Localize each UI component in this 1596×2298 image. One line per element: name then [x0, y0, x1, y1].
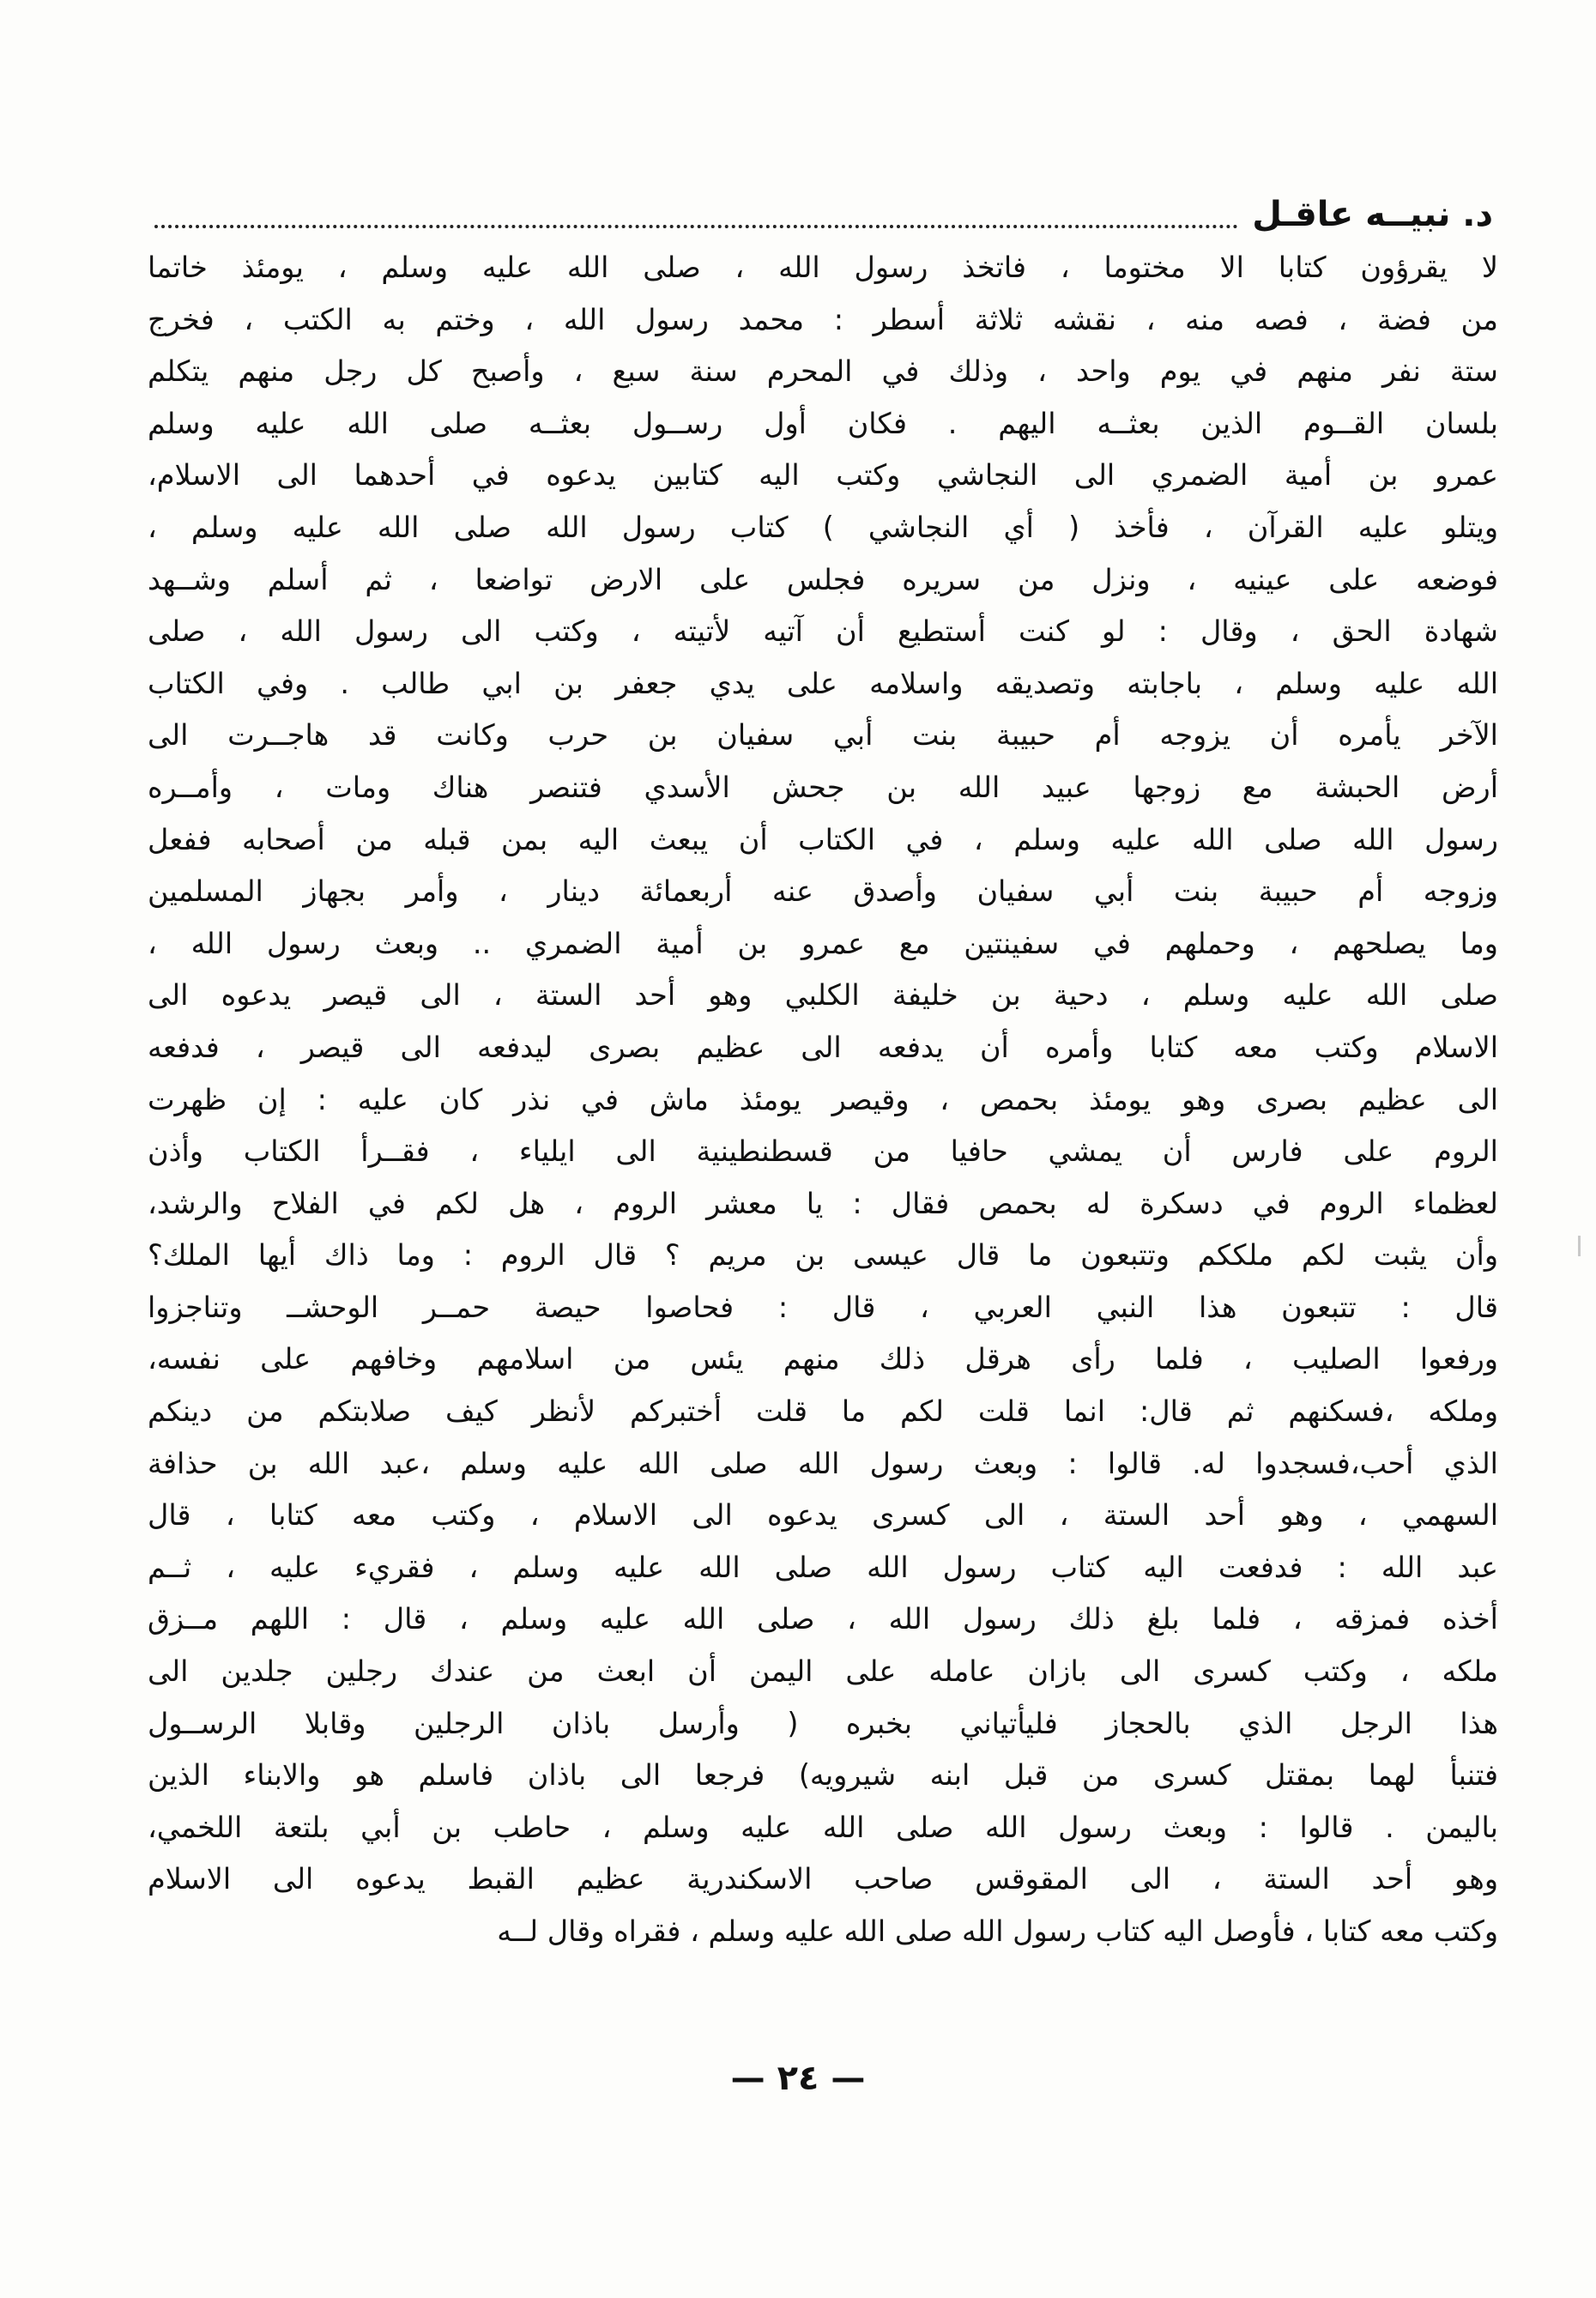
text-line: وملكه ،فسكنهم ثم قال: انما قلت لكم ما قلت أختبركم لأنظر كيف صلابتكم من دينكم: [148, 1394, 1498, 1429]
text-line: فوضعه على عينيه ، ونزل من سريره فجلس على الارض تواضعا ، ثم أسلم وشــهد: [148, 562, 1498, 596]
text-line: هذا الرجل الذي بالحجاز فليأتياني بخبره ( وأرسل باذان الرجلين وقابلا الرســول: [148, 1706, 1498, 1740]
text-line: ويتلو عليه القرآن ، فأخذ ( أي النجاشي ) كتاب رسول الله صلى الله عليه وسلم ،: [148, 510, 1498, 544]
text-line: بلسان القــوم الذين بعثــه اليهم . فكان أول رســول بعثــه صلى الله عليه وسلم: [148, 406, 1498, 440]
text-line: أرض الحبشة مع زوجها عبيد الله بن جحش الأسدي فتنصر هناك ومات ، وأمــره: [148, 770, 1498, 804]
text-line: فتنبأ لهما بمقتل كسرى من قبل ابنه شيرويه) فرجعا الى باذان فاسلم هو والابناء الذين: [148, 1758, 1498, 1793]
text-line: وهو أحد الستة ، الى المقوقس صاحب الاسكندرية عظيم القبط يدعوه الى الاسلام: [148, 1862, 1498, 1896]
text-line: باليمن . قالوا : وبعث رسول الله صلى الله عليه وسلم ، حاطب بن أبي بلتعة اللخمي،: [148, 1810, 1498, 1844]
text-line: وما يصلحهم ، وحملهم في سفينتين مع عمرو بن أمية الضمري .. وبعث رسول الله ،: [148, 926, 1498, 960]
dotted-leader: [154, 225, 1238, 228]
text-line: وكتب معه كتابا ، فأوصل اليه كتاب رسول الله صلى الله عليه وسلم ، فقراه وقال لــه: [497, 1914, 1498, 1948]
margin-mark: [1578, 1236, 1581, 1256]
text-line: الله عليه وسلم ، باجابته وتصديقه واسلامه على يدي جعفر بن ابي طالب . وفي الكتاب: [148, 666, 1498, 700]
text-line: أخذه فمزقه ، فلما بلغ ذلك رسول الله ، صلى الله عليه وسلم ، قال : اللهم مــزق: [148, 1602, 1498, 1636]
text-line: الذي أحب،فسجدوا له. قالوا : وبعث رسول الله صلى الله عليه وسلم ،عبد الله بن حذافة: [148, 1446, 1498, 1480]
text-line: الروم على فارس أن يمشي حافيا من قسطنطينية الى ايلياء ، فقــرأ الكتاب وأذن: [148, 1134, 1498, 1169]
text-line: وزوجه أم حبيبة بنت أبي سفيان وأصدق عنه أربعمائة دينار ، وأمر بجهاز المسلمين: [148, 874, 1498, 909]
text-line: من فضة ، فصه منه ، نقشه ثلاثة أسطر : محمد رسول الله ، وختم به الكتب ، فخرج: [148, 302, 1498, 336]
text-line: صلى الله عليه وسلم ، دحية بن خليفة الكلبي وهو أحد الستة ، الى قيصر يدعوه الى: [148, 978, 1498, 1013]
text-line: ستة نفر منهم في يوم واحد ، وذلك في المحرم سنة سبع ، وأصبح كل رجل منهم يتكلم: [148, 354, 1498, 389]
text-line: لا يقرؤون كتابا الا مختوما ، فاتخذ رسول الله ، صلى الله عليه وسلم ، يومئذ خاتما: [148, 251, 1498, 284]
text-line: السهمي ، وهو أحد الستة ، الى كسرى يدعوه الى الاسلام ، وكتب معه كتابا ، قال: [148, 1498, 1498, 1533]
text-line: ورفعوا الصليب ، فلما رأى هرقل ذلك منهم يئس من اسلامهم وخافهم على نفسه،: [148, 1342, 1498, 1376]
text-line: ملكه ، وكتب كسرى الى بازان عامله على اليمن أن ابعث من عندك رجلين جلدين الى: [148, 1654, 1498, 1689]
text-line: شهادة الحق ، وقال : لو كنت أستطيع أن آتيه لأتيته ، وكتب الى رسول الله ، صلى: [148, 614, 1498, 649]
text-line: الى عظيم بصرى وهو يومئذ بحمص ، وقيصر يومئذ ماش في نذر كان عليه : إن ظهرت: [148, 1082, 1498, 1116]
text-line: وأن يثبت لكم ملككم وتتبعون ما قال عيسى بن مريم ؟ قال الروم : وما ذاك أيها الملك؟: [148, 1238, 1498, 1273]
text-line: رسول الله صلى الله عليه وسلم ، في الكتاب أن يبعث اليه بمن قبله من أصحابه ففعل: [148, 822, 1498, 856]
body-text: [148, 242, 1498, 1958]
running-header: [154, 187, 1493, 239]
text-line: قال : تتبعون هذا النبي العربي ، قال : فحاصوا حيصة حمــر الوحشــ وتناجزوا: [148, 1290, 1498, 1324]
text-line: الاسلام وكتب معه كتابا وأمره أن يدفعه الى عظيم بصرى ليدفعه الى قيصر ، فدفعه: [148, 1030, 1498, 1064]
page-number: — ٢٤ —: [730, 2059, 866, 2098]
text-line: لعظماء الروم في دسكرة له بحمص فقال : يا معشر الروم ، هل لكم في الفلاح والرشد،: [148, 1186, 1498, 1220]
text-line: الآخر يأمره أن يزوجه أم حبيبة بنت أبي سفيان بن حرب وكانت قد هاجــرت الى: [148, 718, 1498, 753]
text-line: عبد الله : فدفعت اليه كتاب رسول الله صلى الله عليه وسلم ، فقريء عليه ، ثــم: [148, 1550, 1498, 1584]
text-line: عمرو بن أمية الضمري الى النجاشي وكتب اليه كتابين يدعوه في أحدهما الى الاسلام،: [148, 458, 1498, 493]
author-name: د. نبيــه عاقـل: [1252, 195, 1493, 234]
